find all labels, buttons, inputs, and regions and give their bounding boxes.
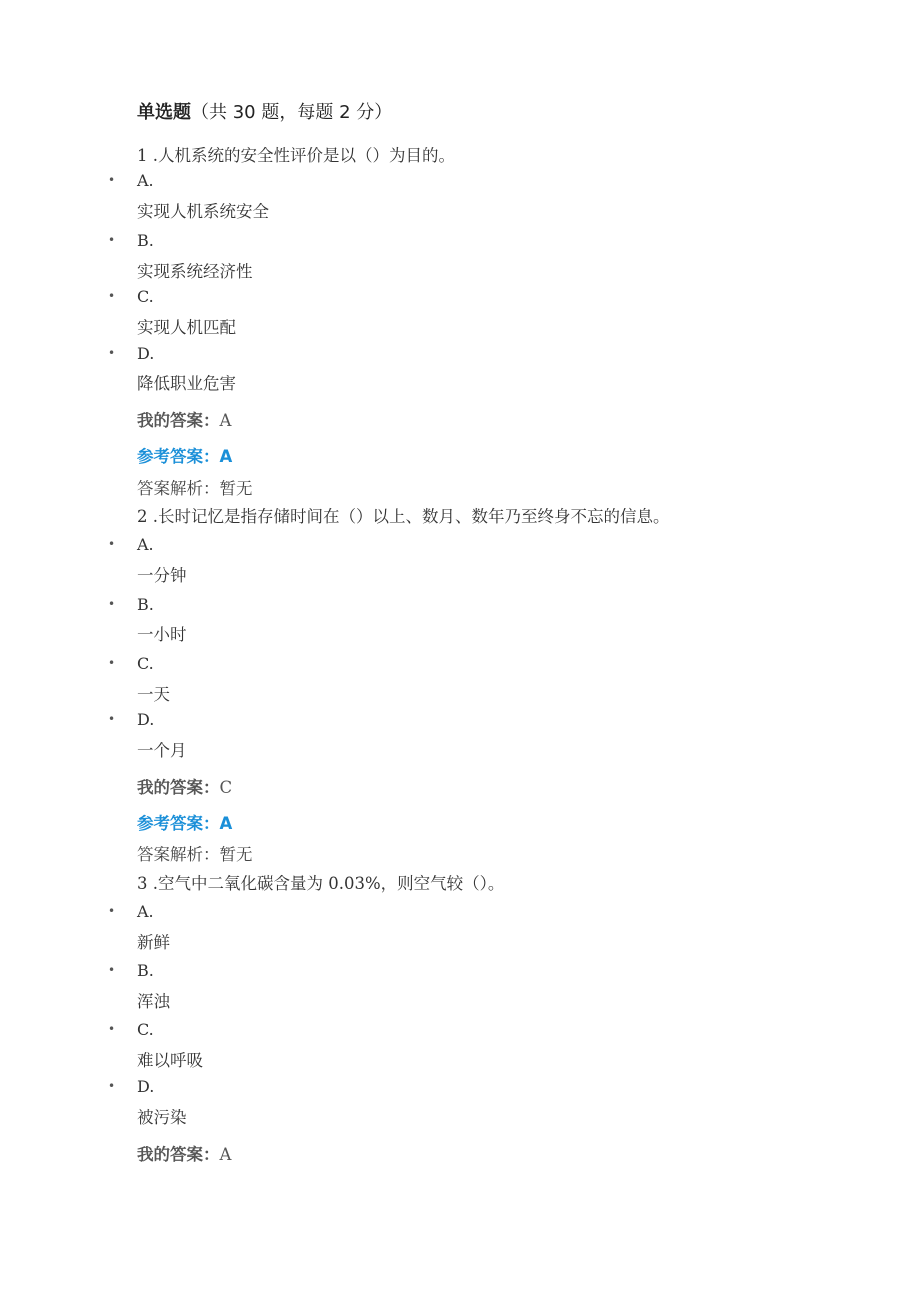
bullet-icon: •: [108, 597, 116, 611]
option-text[interactable]: 浑浊: [137, 992, 170, 1011]
section-title-sub: （共 30 题，每题 2 分）: [191, 102, 393, 123]
option-text[interactable]: 新鲜: [137, 933, 170, 952]
my-answer-row: [137, 774, 232, 798]
analysis-label: 答案解析：: [137, 845, 220, 864]
ref-answer-row: [137, 443, 232, 467]
bullet-icon: •: [108, 346, 116, 360]
bullet-icon: •: [108, 233, 116, 247]
my-answer-row: [137, 407, 231, 431]
bullet-icon: •: [108, 1022, 116, 1036]
my-answer-row: [137, 1141, 231, 1165]
option-letter[interactable]: A.: [137, 535, 154, 554]
option-letter[interactable]: C.: [137, 287, 154, 306]
question-3-text: 3 .空气中二氧化碳含量为 0.03%，则空气较（）。: [137, 874, 505, 893]
bullet-icon: •: [108, 289, 116, 303]
my-answer-value: C: [219, 778, 233, 797]
analysis-row: [137, 475, 253, 499]
bullet-icon: •: [108, 904, 116, 918]
ref-answer-row: [137, 810, 232, 834]
my-answer-label: 我的答案：: [137, 411, 220, 430]
analysis-row: [137, 841, 253, 865]
section-title-main: 单选题: [137, 102, 191, 123]
option-text[interactable]: 一小时: [137, 625, 187, 644]
option-text[interactable]: 降低职业危害: [137, 374, 236, 393]
my-answer-label: 我的答案：: [137, 1145, 220, 1164]
option-text[interactable]: 实现人机匹配: [137, 318, 236, 337]
bullet-icon: •: [108, 712, 116, 726]
bullet-icon: •: [108, 1079, 116, 1093]
option-letter[interactable]: A.: [137, 171, 154, 190]
option-letter[interactable]: C.: [137, 654, 154, 673]
option-text[interactable]: 一个月: [137, 741, 187, 760]
option-letter[interactable]: D.: [137, 1077, 155, 1096]
ref-answer-value: A: [219, 814, 233, 833]
option-letter[interactable]: C.: [137, 1020, 154, 1039]
my-answer-value: A: [219, 411, 232, 430]
ref-answer-label: 参考答案：: [137, 814, 220, 833]
section-title: [137, 98, 392, 124]
option-text[interactable]: 难以呼吸: [137, 1051, 203, 1070]
option-text[interactable]: 一天: [137, 685, 170, 704]
my-answer-label: 我的答案：: [137, 778, 220, 797]
bullet-icon: •: [108, 173, 116, 187]
option-letter[interactable]: A.: [137, 902, 154, 921]
ref-answer-value: A: [219, 447, 233, 466]
option-text[interactable]: 一分钟: [137, 566, 187, 585]
bullet-icon: •: [108, 656, 116, 670]
option-letter[interactable]: B.: [137, 595, 154, 614]
option-text[interactable]: 实现人机系统安全: [137, 202, 269, 221]
question-2-text: 2 .长时记忆是指存储时间在（）以上、数月、数年乃至终身不忘的信息。: [137, 507, 670, 526]
ref-answer-label: 参考答案：: [137, 447, 220, 466]
option-text[interactable]: 实现系统经济性: [137, 262, 253, 281]
bullet-icon: •: [108, 537, 116, 551]
option-text[interactable]: 被污染: [137, 1108, 187, 1127]
bullet-icon: •: [108, 963, 116, 977]
analysis-value: 暂无: [219, 479, 253, 498]
my-answer-value: A: [219, 1145, 232, 1164]
option-letter[interactable]: B.: [137, 231, 154, 250]
question-1-text: 1 .人机系统的安全性评价是以（）为目的。: [137, 146, 455, 165]
analysis-value: 暂无: [219, 845, 253, 864]
option-letter[interactable]: B.: [137, 961, 154, 980]
option-letter[interactable]: D.: [137, 344, 155, 363]
option-letter[interactable]: D.: [137, 710, 155, 729]
analysis-label: 答案解析：: [137, 479, 220, 498]
